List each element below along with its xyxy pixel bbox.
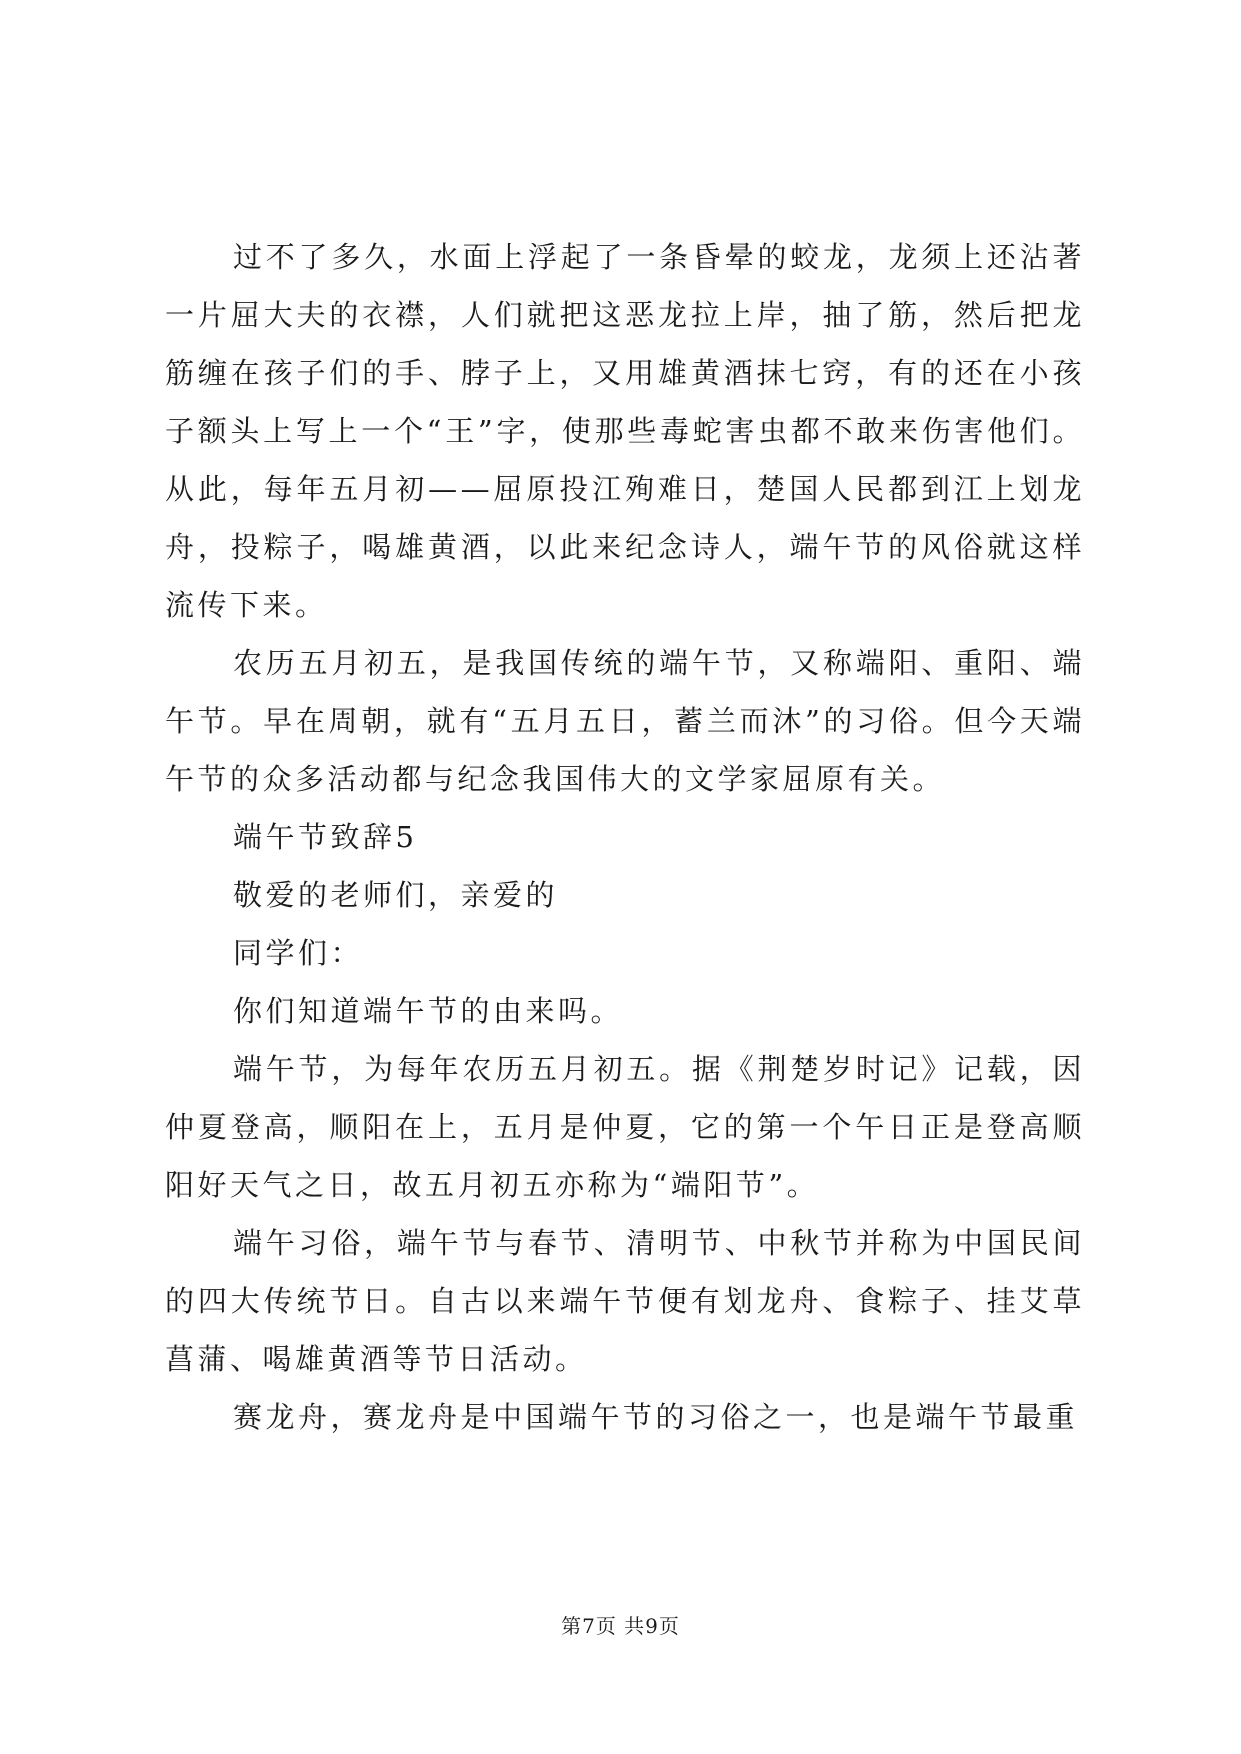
document-body: [165, 228, 1085, 1446]
salutation-teachers: 敬爱的老师们，亲爱的: [233, 878, 559, 912]
page-footer: 第7页 共9页: [561, 1614, 680, 1638]
paragraph-origin: 端午节，为每年农历五月初五。据《荆楚岁时记》记载，因仲夏登高，顺阳在上，五月是仲夏，它的第一个午日正是登高顺阳好天气之日，故五月初五亦称为“端阳节”。: [165, 1052, 1085, 1202]
paragraph-dragon-boat: 赛龙舟，赛龙舟是中国端午节的习俗之一，也是端午节最重: [233, 1400, 1079, 1434]
paragraph-legend-ending: 过不了多久，水面上浮起了一条昏晕的蛟龙，龙须上还沾著一片屈大夫的衣襟，人们就把这恶龙拉上岸，抽了筋，然后把龙筋缠在孩子们的手、脖子上，又用雄黄酒抹七窍，有的还在小孩子额头上写上一个“王”字，使那些毒蛇害虫都不敢来伤害他们。从此，每年五月初——屈原投江殉难日，楚国人民都到江上划龙舟，投粽子，喝雄黄酒，以此来纪念诗人，端午节的风俗就这样流传下来。: [165, 240, 1085, 622]
paragraph-question: 你们知道端午节的由来吗。: [233, 994, 624, 1028]
section-heading: 端午节致辞5: [233, 820, 418, 854]
paragraph-customs: 端午习俗，端午节与春节、清明节、中秋节并称为中国民间的四大传统节日。自古以来端午节便有划龙舟、食粽子、挂艾草菖蒲、喝雄黄酒等节日活动。: [165, 1226, 1085, 1376]
paragraph-festival-intro: 农历五月初五，是我国传统的端午节，又称端阳、重阳、端午节。早在周朝，就有“五月五日，蓄兰而沐”的习俗。但今天端午节的众多活动都与纪念我国伟大的文学家屈原有关。: [165, 646, 1085, 796]
salutation-students: 同学们：: [233, 936, 364, 970]
